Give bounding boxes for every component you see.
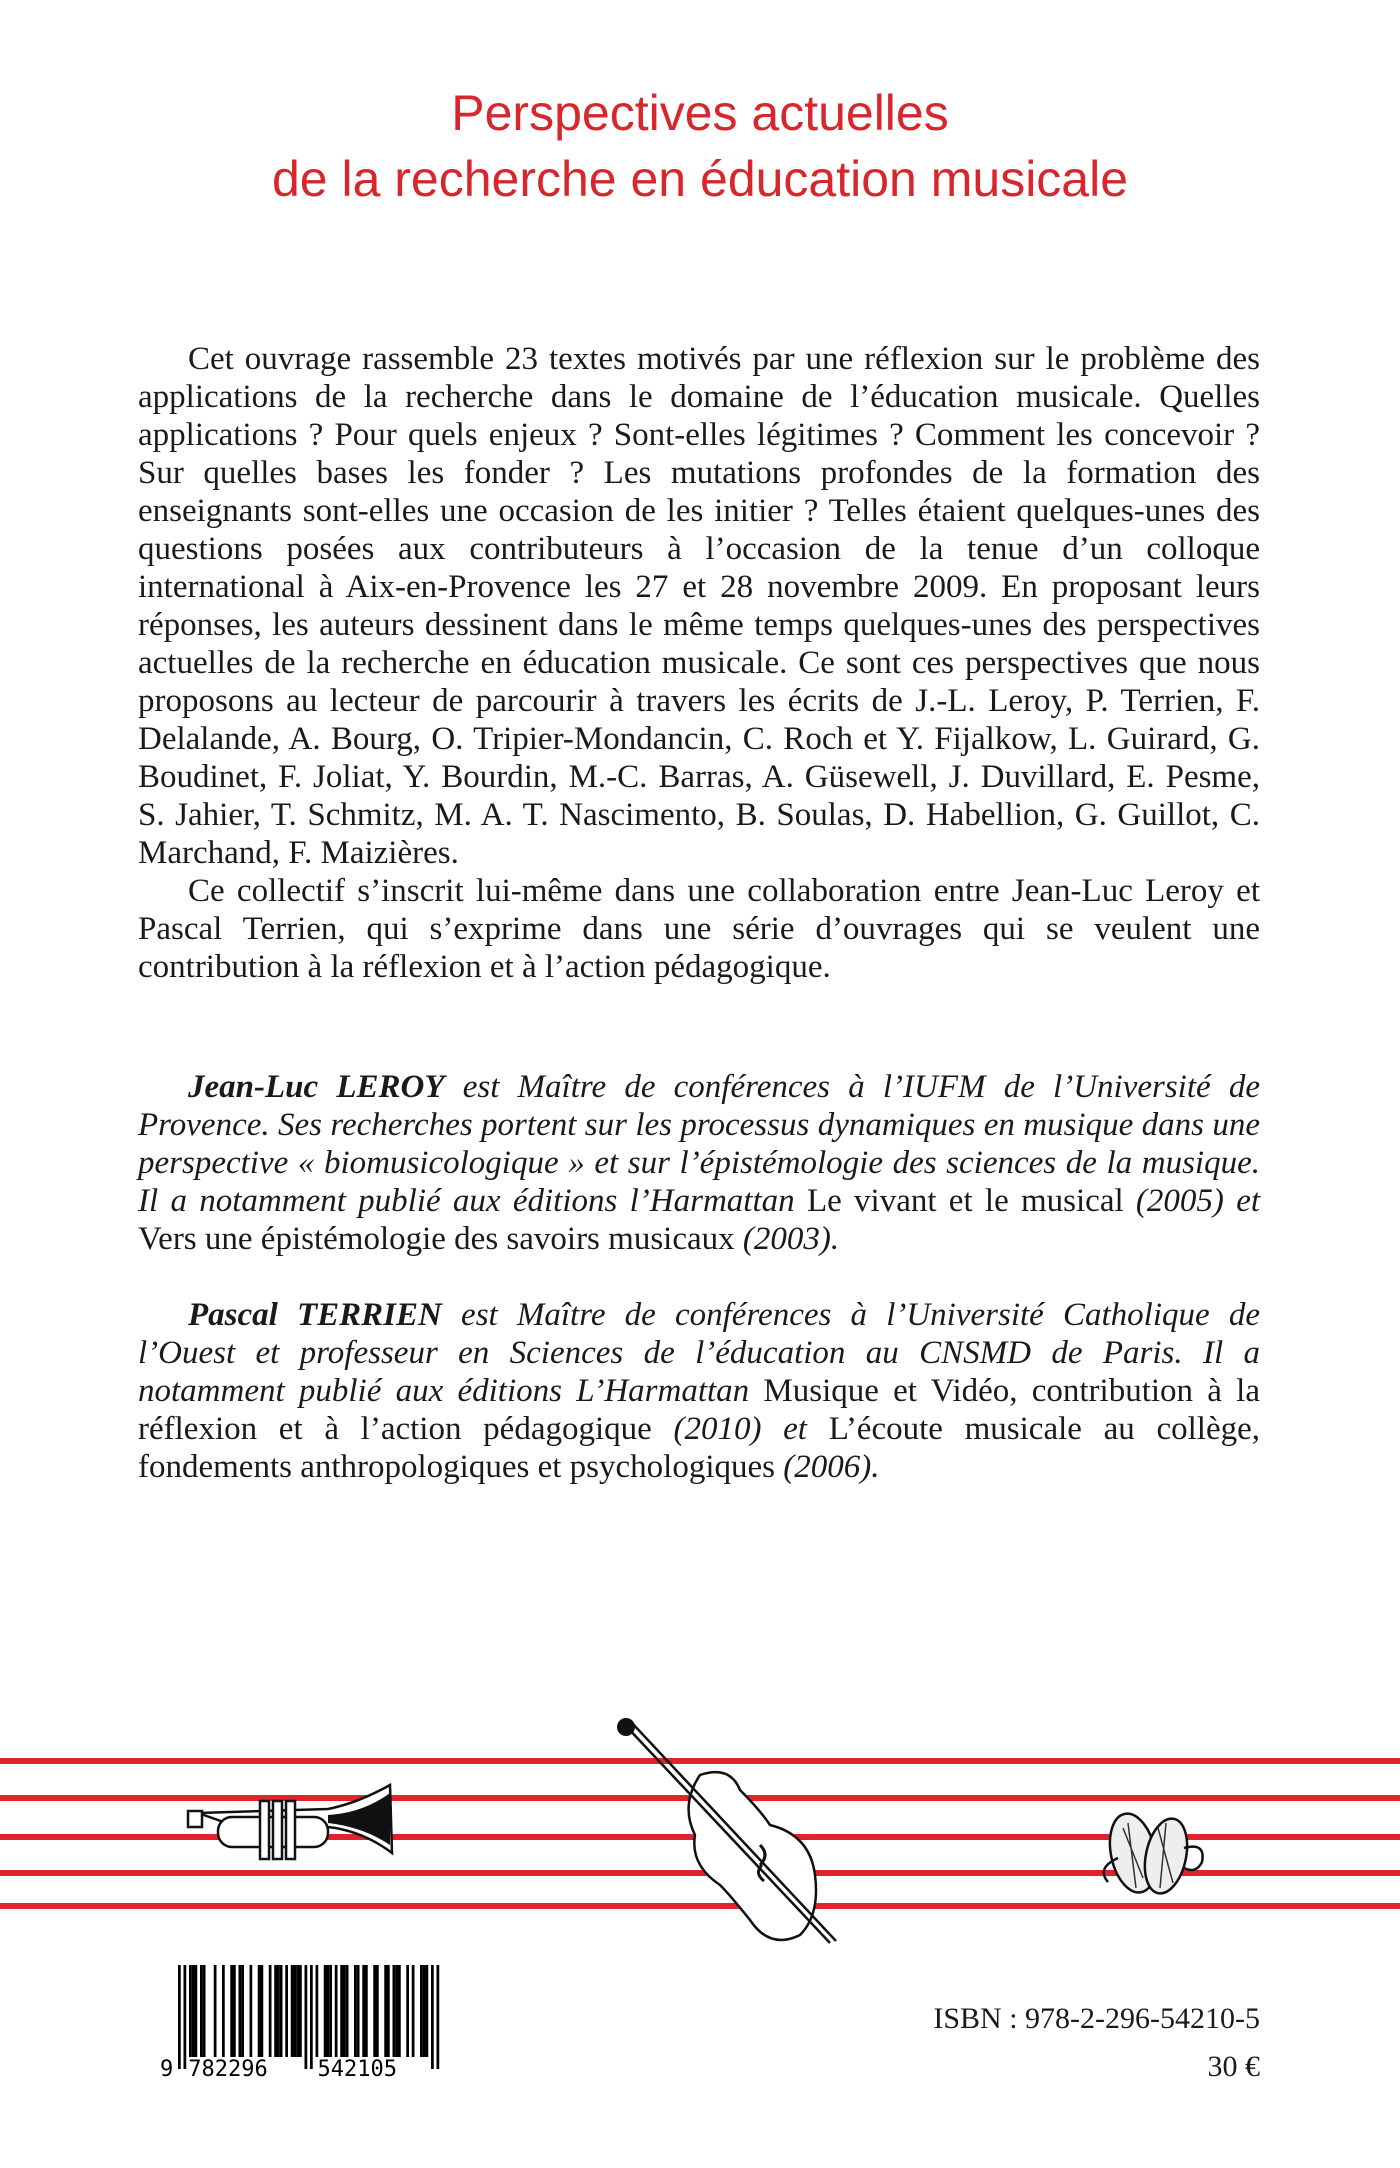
barcode-bar <box>203 1965 206 2057</box>
barcode-bar <box>258 1965 261 2057</box>
trumpet-icon <box>178 1783 398 1873</box>
blurb <box>138 340 1260 986</box>
barcode-bar <box>294 1965 297 2057</box>
book-title: Vers une épistémologie des savoirs musicaux <box>138 1221 735 1257</box>
barcode-bar <box>346 1965 349 2057</box>
book-title-line-1: Perspectives actuelles <box>451 85 949 141</box>
book-title: L’écoute musicale au collège, fondements anthropologiques et psychologiques <box>138 1411 1260 1485</box>
cello-icon <box>610 1715 870 1945</box>
barcode-bar <box>310 1965 313 2069</box>
barcode-bar <box>324 1965 327 2057</box>
bio-text: est Maître de conférences à l’Université Catholique de l’Ouest et professeur en Sciences de l’éducation au CNSMD de Paris. Il a notamment publié aux éditions L’Harmattan <box>138 1297 1260 1409</box>
blurb-paragraph-2: Ce collectif s’inscrit lui-même dans une collaboration entre Jean-Luc Leroy et Pascal Terrien, qui s’exprime dans une série d’ouvrages qui se veulent une contribution à la réflexion et à l’action pédagogique. <box>138 873 1260 985</box>
barcode-bar <box>192 1965 195 2057</box>
barcode-bar <box>184 1965 187 2069</box>
barcode-bar <box>362 1965 365 2057</box>
barcode-bar <box>384 1965 387 2057</box>
cymbals-icon <box>1088 1808 1218 1898</box>
barcode-bar <box>214 1965 217 2057</box>
barcode-bar <box>178 1965 181 2069</box>
barcode-bar <box>280 1965 283 2057</box>
book-title-line-2: de la recherche en éducation musicale <box>271 151 1129 207</box>
barcode-bar <box>239 1965 242 2057</box>
barcode-bar <box>230 1965 233 2057</box>
barcode-bar <box>305 1965 308 2069</box>
barcode-bar <box>387 1965 390 2057</box>
barcode-bar <box>291 1965 294 2057</box>
barcode-digits: 9 <box>160 2057 174 2077</box>
barcode <box>160 1965 440 2082</box>
author-bio-terrien <box>138 1296 1260 1486</box>
barcode-bar <box>269 1965 272 2057</box>
barcode-bar <box>274 1965 277 2057</box>
barcode-bar <box>233 1965 236 2057</box>
barcode-digits: 782296 <box>188 2057 268 2077</box>
barcode-bar <box>357 1965 360 2057</box>
barcode-bar <box>189 1965 192 2057</box>
barcode-bar <box>431 1965 434 2069</box>
barcode-bar <box>200 1965 203 2057</box>
book-title: Le vivant et le musical <box>806 1183 1124 1219</box>
barcode-bar <box>420 1965 423 2057</box>
book-title: Musique et Vidéo, contribution à la réflexion et à l’action pédagogique <box>138 1373 1260 1447</box>
barcode-bar <box>261 1965 264 2057</box>
barcode-bar <box>423 1965 426 2057</box>
barcode-bar <box>354 1965 357 2057</box>
blurb-paragraph-1: Cet ouvrage rassemble 23 textes motivés par une réflexion sur le problème des applications de la recherche dans le domaine de l’éducation musicale. Quelles applications ? Pour quels enjeux ? Sont-elles légitimes ? Comment les concevoir ? Sur quelles bases les fonder ? Les mutations profondes de la formation des enseignants sont-elles une occasion de les initier ? Telles étaient quelques-unes des questions posées aux contributeurs à l’occasion de la tenue d’un colloque international à Aix-en-Provence les 27 et 28 novembre 2009. En proposant leurs réponses, les auteurs dessinent dans le même temps quelques-unes des perspectives actuelles de la recherche en éducation musicale. Ce sont ces perspectives que nous proposons au lecteur de parcourir à travers les écrits de J.-L. Leroy, P. Terrien, F. Delalande, A. Bourg, O. Tripier-Mondancin, C. Roch et Y. Fijalkow, L. Guirard, G. Boudinet, F. Joliat, Y. Bourdin, M.-C. Barras, A. Güsewell, J. Duvillard, E. Pesme, S. Jahier, T. Schmitz, M. A. T. Nascimento, B. Soulas, D. Habellion, G. Guillot, C. Marchand, F. Maizières. <box>138 341 1260 871</box>
barcode-bar <box>412 1965 415 2057</box>
barcode-bar <box>316 1965 319 2057</box>
bio-text: est Maître de conférences à l’IUFM de l’Université de Provence. Ses recherches portent sur les processus dynamiques en musique dans une perspective « biomusicologique » et sur l’épistémologie des sciences de la musique. Il a notamment publié aux éditions l’Harmattan <box>138 1069 1260 1219</box>
barcode-bar <box>437 1965 440 2069</box>
barcode-bar <box>241 1965 244 2057</box>
barcode-bar <box>250 1965 253 2057</box>
barcode-bar <box>327 1965 330 2057</box>
barcode-bar <box>395 1965 398 2057</box>
barcode-bar <box>299 1965 302 2057</box>
book-year: (2003). <box>734 1221 840 1257</box>
barcode-bar <box>285 1965 288 2057</box>
isbn: ISBN : 978-2-296-54210-5 <box>933 2002 1260 2035</box>
barcode-bar <box>373 1965 376 2057</box>
book-year: (2010) et <box>651 1411 829 1447</box>
barcode-bar <box>222 1965 225 2057</box>
barcode-bar <box>195 1965 198 2057</box>
book-year: (2005) et <box>1123 1183 1261 1219</box>
barcode-bar <box>343 1965 346 2057</box>
barcode-bar <box>340 1965 343 2057</box>
barcode-bar <box>365 1965 368 2057</box>
barcode-bar <box>335 1965 338 2057</box>
author-bio-leroy <box>138 1068 1260 1258</box>
book-year: (2006). <box>774 1449 880 1485</box>
barcode-bar <box>406 1965 409 2057</box>
barcode-bar <box>296 1965 299 2057</box>
price: 30 € <box>1207 2050 1260 2083</box>
barcode-digits: 542105 <box>317 2057 397 2077</box>
barcode-bar <box>398 1965 401 2057</box>
barcode-bar <box>393 1965 396 2057</box>
barcode-bar <box>426 1965 429 2057</box>
author-name: Jean-Luc LEROY <box>188 1069 445 1105</box>
author-name: Pascal TERRIEN <box>188 1297 442 1333</box>
barcode-bar <box>376 1965 379 2057</box>
barcode-bar <box>329 1965 332 2057</box>
barcode-bar <box>277 1965 280 2057</box>
